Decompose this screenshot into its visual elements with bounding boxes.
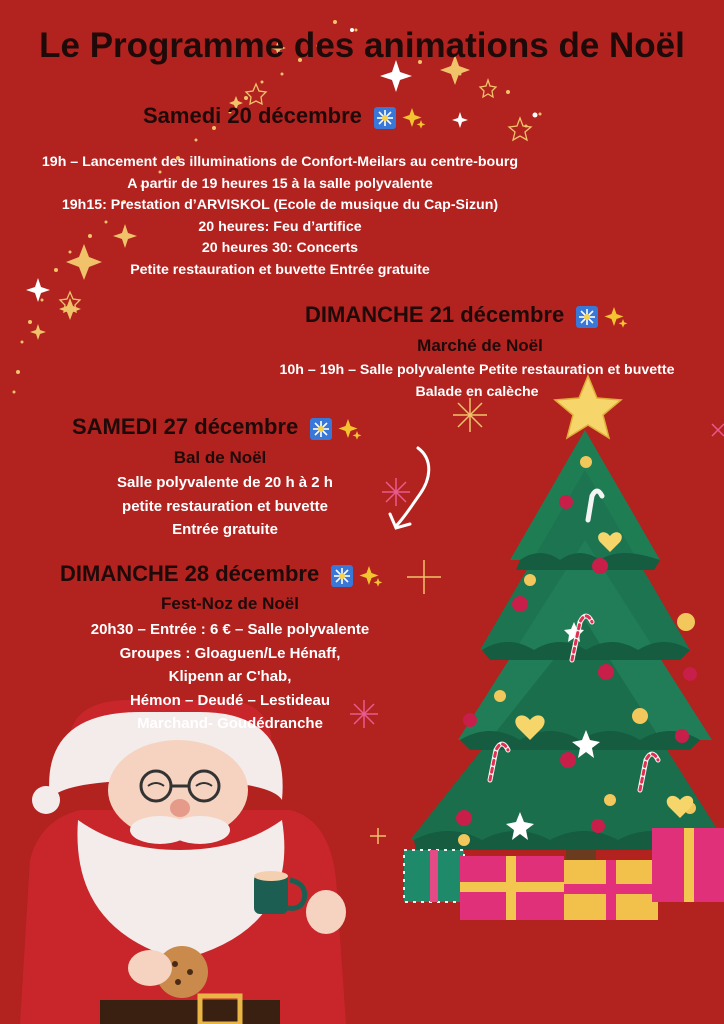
event-1-heading	[143, 103, 426, 130]
sparkle-burst-icon	[374, 107, 396, 129]
sparkle-burst-icon	[310, 418, 332, 440]
christmas-tree-illustration	[404, 376, 724, 920]
event-1-line: Petite restauration et buvette Entrée gratuite	[130, 261, 430, 278]
sparkles-icon	[402, 106, 426, 130]
event-4-heading	[60, 561, 383, 588]
event-1-line: 20 heures: Feu d’artifice	[198, 218, 362, 235]
event-4-line: Marchand- Goudédranche	[137, 715, 323, 732]
event-4-subheading: Fest-Noz de Noël	[161, 594, 299, 613]
event-4-line: Klipenn ar C'hab,	[168, 668, 292, 685]
event-2-heading	[305, 302, 628, 329]
santa-claus-illustration	[20, 700, 346, 1024]
event-3-date: SAMEDI 27 décembre	[72, 414, 299, 439]
event-1-date: Samedi 20 décembre	[143, 103, 362, 128]
event-2-date: DIMANCHE 21 décembre	[305, 302, 565, 327]
event-4-line: Hémon – Deudé – Lestideau	[129, 691, 331, 709]
event-1-line: 20 heures 30: Concerts	[201, 240, 359, 256]
event-1-line: A partir de 19 heures 15 à la salle polyvalente	[127, 175, 433, 192]
event-1-details	[0, 152, 560, 281]
sparkles-icon	[604, 305, 628, 329]
event-1-line: 19h – Lancement des illuminations de Confort-Meilars au centre-bourg	[41, 154, 519, 170]
event-2-line: 10h – 19h – Salle polyvalente Petite restauration et buvette	[279, 362, 675, 378]
sparkles-icon	[338, 417, 362, 441]
event-3-line: Salle polyvalente de 20 h à 2 h	[117, 474, 333, 491]
sparkles-icon	[359, 564, 383, 588]
event-3-line: petite restauration et buvette	[122, 497, 328, 515]
event-3-line: Entrée gratuite	[172, 521, 278, 538]
event-4-line: Groupes : Gloaguen/Le Hénaff,	[119, 644, 341, 662]
event-3-heading	[72, 414, 362, 441]
event-2-line: Balade en calèche	[415, 383, 539, 400]
event-1-line: 19h15: Prestation d’ARVISKOL (Ecole de musique du Cap-Sizun)	[61, 197, 499, 213]
page-title: Le Programme des animations de Noël	[39, 26, 685, 65]
sparkle-burst-icon	[331, 565, 353, 587]
event-4-details	[60, 618, 400, 736]
event-2-subheading: Marché de Noël	[417, 336, 543, 355]
event-2-details	[240, 360, 714, 403]
event-3-subheading: Bal de Noël	[173, 448, 267, 467]
sparkle-burst-icon	[576, 306, 598, 328]
event-4-line: 20h30 – Entrée : 6 € – Salle polyvalente	[90, 621, 370, 638]
event-3-details	[80, 471, 370, 542]
event-4-date: DIMANCHE 28 décembre	[60, 561, 320, 586]
